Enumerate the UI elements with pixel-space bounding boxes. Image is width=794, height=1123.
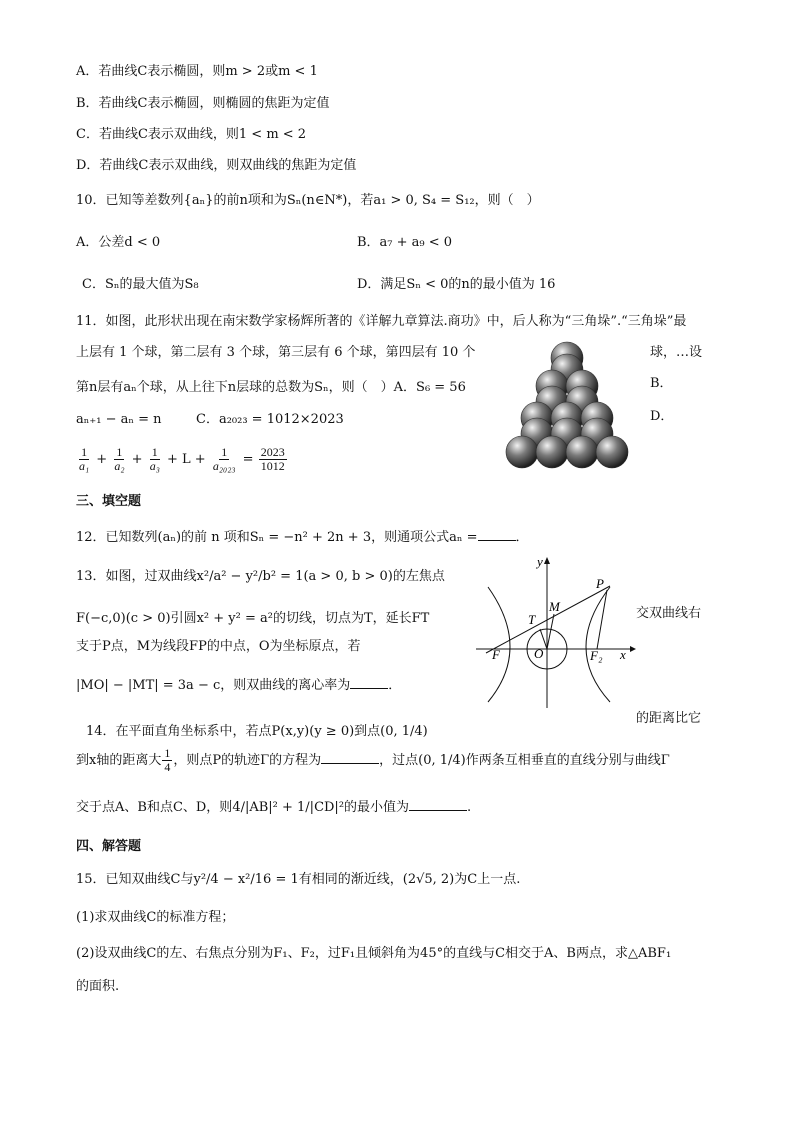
q10-option-b: B．a₇ + a₉ < 0 xyxy=(357,235,453,250)
q11-line2-right: 球，…设 xyxy=(650,345,703,360)
q15-line1: 15．已知双曲线C与y²/4 − x²/16 = 1有相同的渐近线，(2√5, 2)为C上一点. xyxy=(76,872,521,887)
label-O: O xyxy=(534,646,544,661)
x-axis-arrow xyxy=(630,646,636,652)
triangle-pile-figure xyxy=(494,340,644,475)
q9-option-a: A．若曲线C表示椭圆，则m > 2或m < 1 xyxy=(76,64,318,79)
q9-option-b: B．若曲线C表示椭圆，则椭圆的焦距为定值 xyxy=(76,96,330,111)
q14-fraction-quarter: $\frac{1}{4}$ xyxy=(164,746,171,774)
label-F: F xyxy=(492,647,500,662)
q13-line1: 13．如图，过双曲线x²/a² − y²/b² = 1(a > 0, b > 0)的左焦点 xyxy=(76,569,445,584)
y-axis-arrow xyxy=(544,557,550,564)
q14-line1: 14．在平面直角坐标系中，若点P(x,y)(y ≥ 0)到点(0, 1/4) xyxy=(86,724,428,739)
q13-line2: F(−c,0)(c > 0)引圆x² + y² = a²的切线，切点为T，延长FT xyxy=(76,611,430,626)
q14-line1-right: 的距离比它 xyxy=(636,711,702,726)
q13-line2-right: 交双曲线右 xyxy=(636,606,702,621)
q9-option-d: D．若曲线C表示双曲线，则双曲线的焦距为定值 xyxy=(76,158,357,173)
label-P: P xyxy=(596,576,604,591)
q11-option-b: aₙ₊₁ − aₙ = n xyxy=(76,412,162,427)
q11-line2: 上层有 1 个球，第二层有 3 个球，第三层有 6 个球，第四层有 10 个 xyxy=(76,345,476,360)
q10-option-a: A．公差d < 0 xyxy=(76,235,161,250)
q11-d-term1-den: a₁ xyxy=(79,459,90,473)
q15-part2-cont: 的面积. xyxy=(76,979,120,994)
q11-d-term1: $\frac{1}{\text{a₁}}$ xyxy=(79,445,90,473)
q12-text xyxy=(76,528,529,546)
hyperbola-figure xyxy=(470,552,638,712)
label-y: y xyxy=(537,554,543,569)
section4-title: 四、解答题 xyxy=(76,839,142,854)
label-F2: F₂ xyxy=(590,648,603,663)
q11-line3: 第n层有aₙ个球，从上往下n层球的总数为Sₙ，则（ ）A．S₆ = 56 xyxy=(76,380,466,395)
q10-option-d: D．满足Sₙ < 0的n的最小值为 16 xyxy=(357,277,556,292)
q11-d-ellipsis: L xyxy=(182,452,191,467)
ball xyxy=(566,436,598,468)
ball xyxy=(506,436,538,468)
q14-line3: 交于点A、B和点C、D，则4/|AB|² + 1/|CD|²的最小值为 . xyxy=(76,800,472,815)
ball xyxy=(536,436,568,468)
q11-d-result: $\frac{2023}{1012}$ xyxy=(260,445,285,473)
q14-answer-blank-1[interactable] xyxy=(321,751,379,764)
q10-stem: 10．已知等差数列{aₙ}的前n项和为Sₙ(n∈N*)，若a₁ > 0, S₄ = S₁₂，则（ ） xyxy=(76,193,540,208)
q11-d-term3: $\frac{1}{\text{a₃}}$ xyxy=(149,445,160,473)
q13-stem: |MO| − |MT| = 3a − c，则双曲线的离心率为 xyxy=(76,678,351,693)
q11-line1: 11．如图，此形状出现在南宋数学家杨辉所著的《详解九章算法.商功》中，后人称为“三角垛”.“三角垛”最 xyxy=(76,314,687,329)
q13-line4: |MO| − |MT| = 3a − c，则双曲线的离心率为 ． xyxy=(76,678,402,693)
q13-answer-blank[interactable] xyxy=(350,676,388,689)
q12-stem: 12．已知数列(aₙ)的前 n 项和Sₙ = −n² + 2n + 3，则通项公式aₙ = xyxy=(76,530,478,545)
q9-option-c: C．若曲线C表示双曲线，则1 < m < 2 xyxy=(76,127,307,142)
label-T: T xyxy=(528,612,536,627)
q12-answer-blank[interactable] xyxy=(478,528,516,541)
q11-label-d: D． xyxy=(650,409,674,424)
q11-label-b: B． xyxy=(650,376,673,391)
ball xyxy=(596,436,628,468)
hyperbola-left-branch xyxy=(488,587,510,702)
section3-title: 三、填空题 xyxy=(76,494,142,509)
q14-answer-blank-2[interactable] xyxy=(409,798,467,811)
label-M: M xyxy=(549,599,560,614)
q14-expression: 4/|AB|² + 1/|CD|² xyxy=(232,800,345,815)
q13-line3: 支于P点，M为线段FP的中点，O为坐标原点，若 xyxy=(76,639,361,654)
q15-part2: (2)设双曲线C的左、右焦点分别为F₁、F₂，过F₁且倾斜角为45°的直线与C相交于A、B两点，求△ABF₁ xyxy=(76,946,672,961)
q12-end: ． xyxy=(515,530,529,545)
q11-d-term2: $\frac{1}{\text{a₂}}$ xyxy=(114,445,125,473)
q10-option-c: C．Sₙ的最大值为S₈ xyxy=(82,277,199,292)
q15-part1: (1)求双曲线C的标准方程； xyxy=(76,910,235,925)
label-x: x xyxy=(620,647,626,662)
q11-option-d: $\frac{1}{\text{a₁}}$ + $\frac{1}{\text{a₂}}$ + $\frac{1}{\text{a₃}}$ + L + $\frac{1}{\text{a₂₀₂₃}}$ = $\frac{2023}{1012}$ xyxy=(79,445,285,473)
q11-option-c: C．a₂₀₂₃ = 1012×2023 xyxy=(196,412,344,427)
q11-d-term-last: $\frac{1}{\text{a₂₀₂₃}}$ xyxy=(212,445,236,473)
q14-line2: 到x轴的距离大 $\frac{1}{4}$ ，则点P的轨迹Γ的方程为 ，过点(0, 1/4)作两条互相垂直的直线分别与曲线Γ xyxy=(76,746,670,774)
